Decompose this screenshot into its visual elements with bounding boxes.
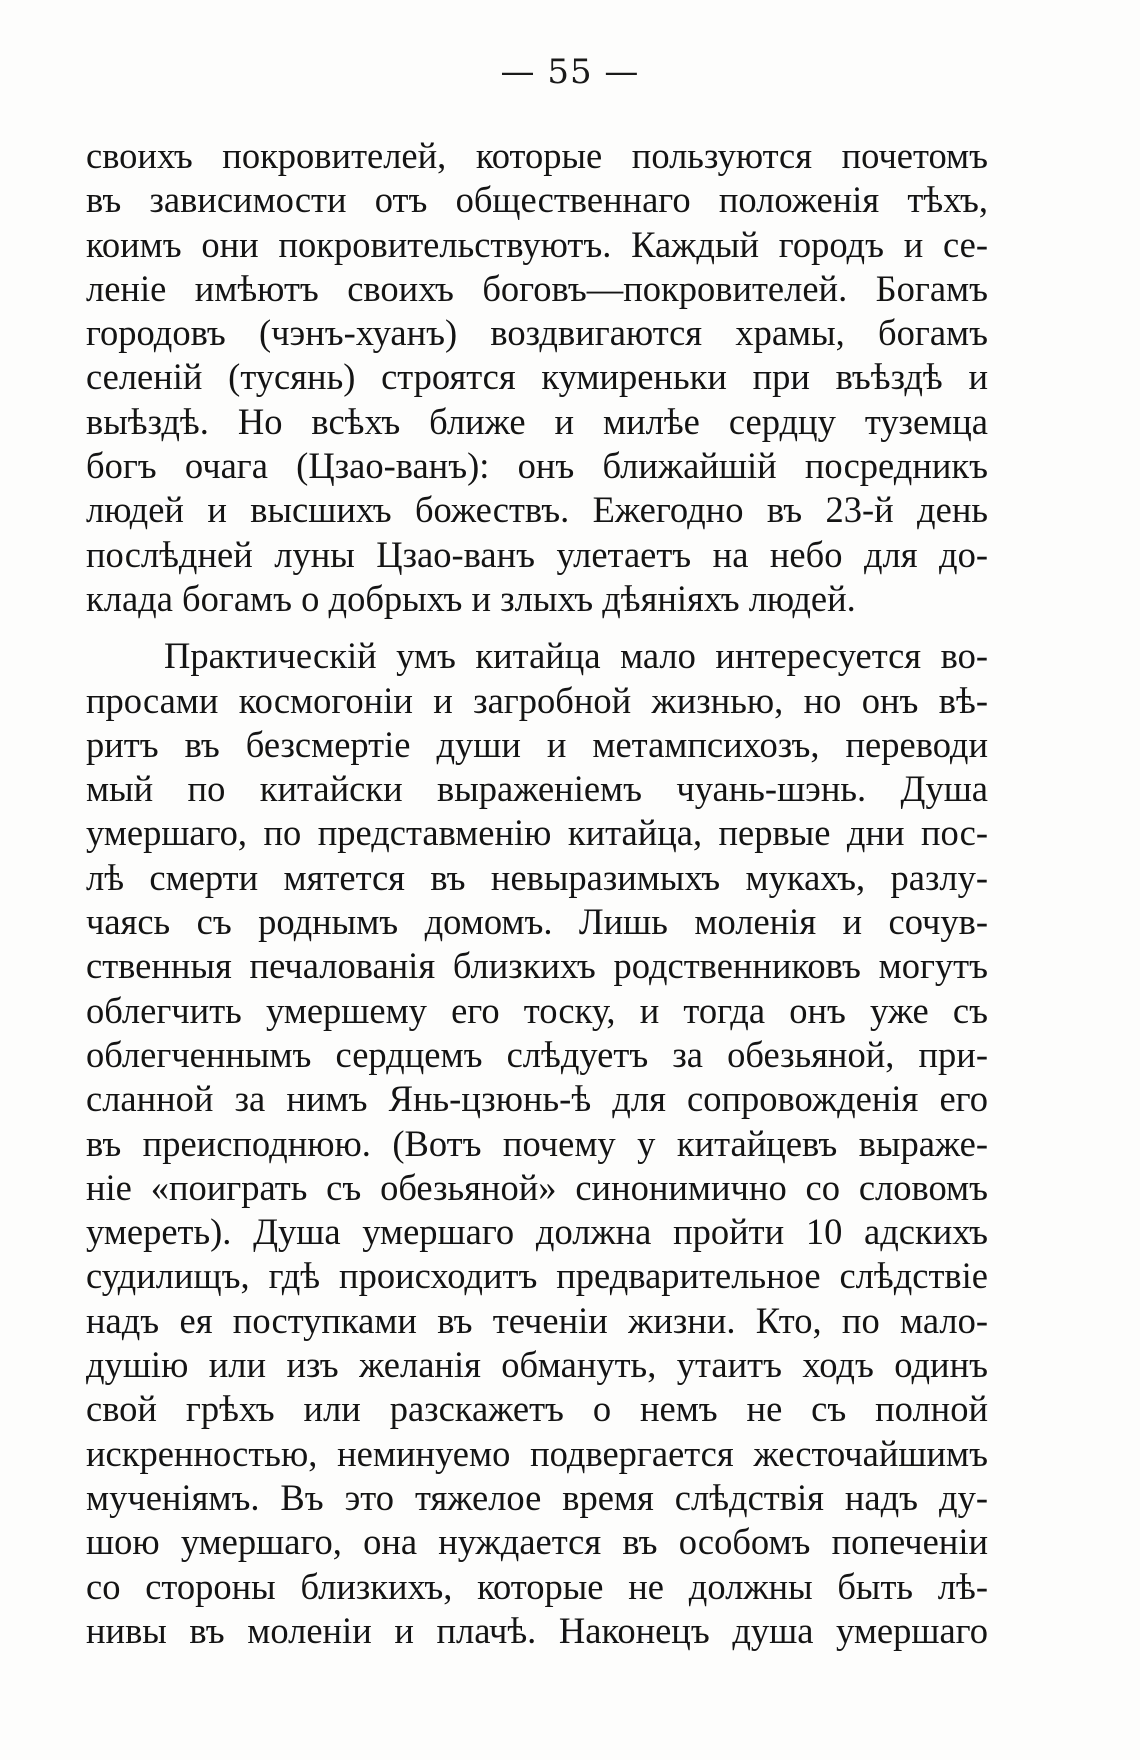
text-line: богъ очага (Цзао-ванъ): онъ ближайшій посредникъ bbox=[86, 445, 988, 487]
text-line: ственныя печалованія близкихъ родственниковъ могутъ bbox=[86, 945, 988, 987]
text-line: нивы въ моленіи и плачѣ. Наконецъ душа умершаго bbox=[86, 1609, 988, 1651]
text-line: выѣздѣ. Но всѣхъ ближе и милѣе сердцу туземца bbox=[86, 400, 988, 442]
text-line: сланной за нимъ Янь-цзюнь-ѣ для сопровожденія его bbox=[86, 1078, 988, 1120]
text-line: умереть). Душа умершаго должна пройти 10 адскихъ bbox=[86, 1211, 988, 1253]
text-line: умершаго, по представменію китайца, первые дни пос- bbox=[86, 812, 988, 854]
text-line: послѣдней луны Цзао-ванъ улетаетъ на небо для до- bbox=[86, 533, 988, 575]
text-line: ритъ въ безсмертіе души и метампсихозъ, переводи bbox=[86, 723, 988, 765]
text-line: шою умершаго, она нуждается въ особомъ попеченіи bbox=[86, 1521, 988, 1563]
text-line: клада богамъ о добрыхъ и злыхъ дѣяніяхъ людей. bbox=[86, 577, 856, 619]
text-line: просами космогоніи и загробной жизнью, но онъ вѣ- bbox=[86, 679, 988, 721]
text-line: людей и высшихъ божествъ. Ежегодно въ 23-й день bbox=[86, 489, 988, 531]
text-line: судилищъ, гдѣ происходитъ предварительное слѣдствіе bbox=[86, 1255, 988, 1297]
page-number: — 55 — bbox=[500, 52, 640, 92]
text-line: лѣ смерти мятется въ невыразимыхъ мукахъ, разлу- bbox=[86, 856, 988, 898]
text-line: со стороны близкихъ, которые не должны быть лѣ- bbox=[86, 1565, 988, 1607]
text-line: облегченнымъ сердцемъ слѣдуетъ за обезьяной, при- bbox=[86, 1033, 988, 1075]
text-line: леніе имѣютъ своихъ боговъ—покровителей. Богамъ bbox=[86, 267, 988, 309]
text-line: въ зависимости отъ общественнаго положенія тѣхъ, bbox=[86, 179, 988, 221]
text-line: надъ ея поступками въ теченіи жизни. Кто, по мало- bbox=[86, 1299, 988, 1341]
text-line: въ преисподнюю. (Вотъ почему у китайцевъ выраже- bbox=[86, 1122, 988, 1164]
paragraph-1 bbox=[86, 134, 988, 621]
text-line: мученіямъ. Въ это тяжелое время слѣдствія надъ ду- bbox=[86, 1476, 988, 1518]
text-line: городовъ (чэнъ-хуанъ) воздвигаются храмы, богамъ bbox=[86, 312, 988, 354]
text-line: свой грѣхъ или разскажетъ о немъ не съ полной bbox=[86, 1388, 988, 1430]
text-line: чаясь съ роднымъ домомъ. Лишь моленія и сочув- bbox=[86, 901, 988, 943]
text-line: ніе «поиграть съ обезьяной» синонимично со словомъ bbox=[86, 1166, 988, 1208]
text-line: своихъ покровителей, которые пользуются почетомъ bbox=[86, 135, 988, 176]
text-line: мый по китайски выраженіемъ чуань-шэнь. Душа bbox=[86, 768, 988, 810]
text-line: душію или изъ желанія обмануть, утаитъ ходъ одинъ bbox=[86, 1344, 988, 1386]
text-line: искренностью, неминуемо подвергается жесточайшимъ bbox=[86, 1432, 988, 1474]
text-line: облегчить умершему его тоску, и тогда онъ уже съ bbox=[86, 989, 988, 1031]
body-text bbox=[86, 134, 988, 1653]
text-line: селеній (тусянь) строятся кумиреньки при въѣздѣ и bbox=[86, 356, 988, 398]
text-line: коимъ они покровительствуютъ. Каждый городъ и се- bbox=[86, 223, 988, 265]
paragraph-2 bbox=[86, 634, 988, 1653]
text-line: Практическій умъ китайца мало интересуется во- bbox=[164, 635, 988, 677]
